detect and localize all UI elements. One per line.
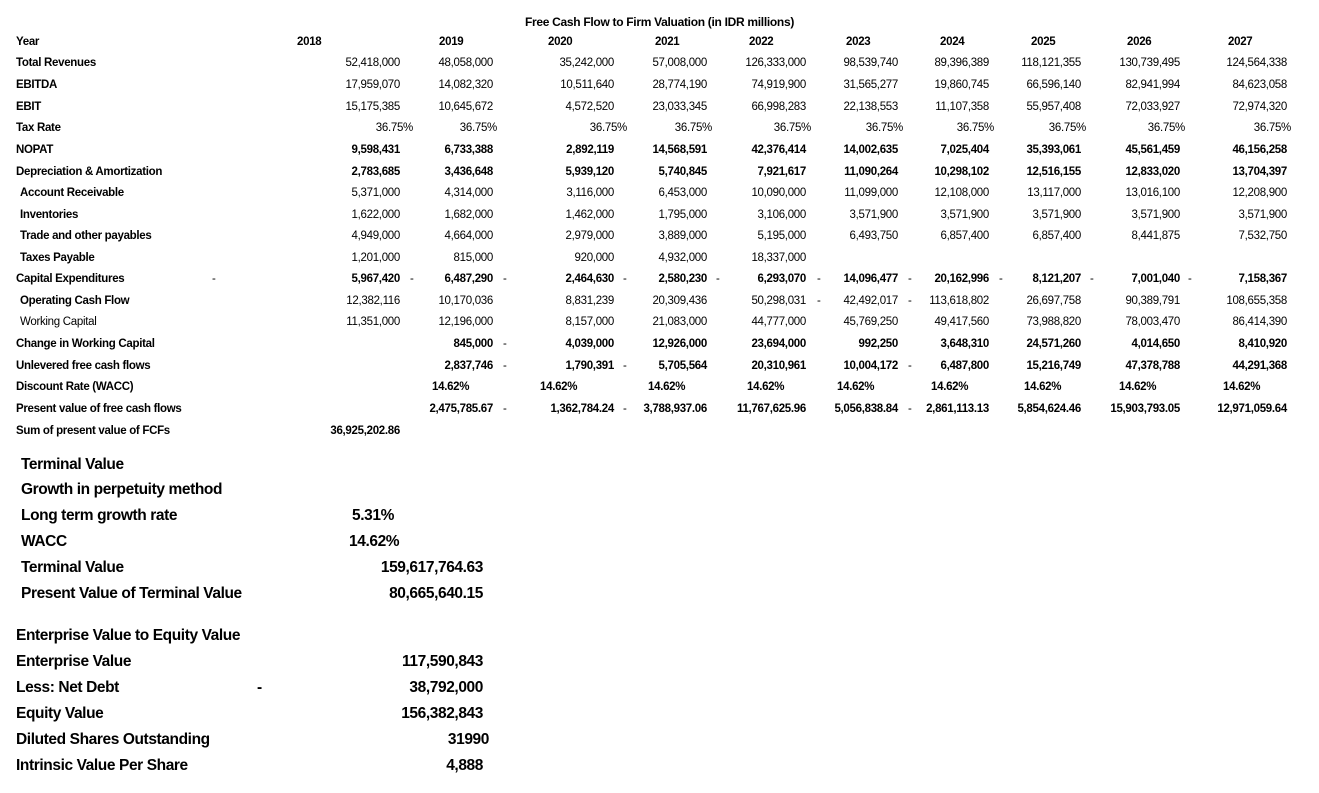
row-label: NOPAT — [16, 144, 54, 156]
table-cell: 108,655,358 — [1226, 295, 1287, 307]
table-cell: 1,622,000 — [351, 209, 400, 221]
table-cell: 10,511,640 — [560, 79, 614, 91]
table-cell: 5,056,838.84 — [834, 403, 898, 415]
table-cell: 14.62% — [432, 381, 470, 393]
equity-item-value: 31990 — [447, 731, 489, 748]
row-label: Account Receivable — [20, 187, 124, 199]
table-cell: 28,774,190 — [652, 79, 707, 91]
equity-item-value: 38,792,000 — [409, 679, 483, 696]
table-cell: 2,861,113.13 — [926, 403, 989, 415]
table-cell: 7,921,617 — [757, 166, 806, 178]
table-cell: 18,337,000 — [751, 252, 806, 264]
table-cell: 57,008,000 — [652, 57, 707, 69]
row-label: Tax Rate — [16, 122, 61, 134]
table-cell: 11,090,264 — [844, 166, 898, 178]
minus-sign: - — [1188, 273, 1192, 285]
table-cell: 36.75% — [1048, 122, 1086, 134]
equity-item-value: 156,382,843 — [401, 705, 483, 722]
minus-sign: - — [212, 273, 216, 285]
row-label: Trade and other payables — [20, 230, 152, 242]
table-cell: 35,393,061 — [1026, 144, 1081, 156]
minus-sign: - — [410, 273, 414, 285]
table-cell: 2,580,230 — [658, 273, 707, 285]
table-cell: 815,000 — [453, 252, 493, 264]
table-cell: 12,382,116 — [346, 295, 400, 307]
table-cell: 1,790,391 — [565, 360, 614, 372]
year-header-cell: 2022 — [749, 36, 774, 48]
table-cell: 14,096,477 — [843, 273, 898, 285]
table-cell: 4,572,520 — [565, 101, 614, 113]
table-cell: 2,892,119 — [566, 144, 614, 156]
year-header-cell: 2027 — [1228, 36, 1253, 48]
table-cell: 8,121,207 — [1032, 273, 1081, 285]
table-cell: 44,777,000 — [751, 316, 806, 328]
minus-sign: - — [716, 273, 720, 285]
table-cell: 7,001,040 — [1131, 273, 1180, 285]
table-cell: 36.75% — [1147, 122, 1185, 134]
table-cell: 26,697,758 — [1026, 295, 1081, 307]
minus-sign: - — [1090, 273, 1094, 285]
row-label: Inventories — [20, 209, 79, 221]
table-cell: 14.62% — [931, 381, 969, 393]
table-cell: 1,462,000 — [565, 209, 614, 221]
equity-item-label: Enterprise Value — [16, 653, 132, 670]
terminal-item-label: Long term growth rate — [21, 507, 178, 524]
terminal-item-value: 80,665,640.15 — [389, 585, 483, 602]
table-cell: 12,516,155 — [1026, 166, 1081, 178]
table-cell: 19,860,745 — [934, 79, 989, 91]
table-cell: 2,783,685 — [351, 166, 400, 178]
table-cell: 2,475,785.67 — [429, 403, 493, 415]
table-cell: 14.62% — [1119, 381, 1157, 393]
table-cell: 82,941,994 — [1125, 79, 1180, 91]
table-cell: 11,351,000 — [346, 316, 400, 328]
table-cell: 31,565,277 — [843, 79, 898, 91]
table-cell: 45,769,250 — [843, 316, 898, 328]
table-cell: 113,618,802 — [929, 295, 989, 307]
table-cell: 10,645,672 — [438, 101, 493, 113]
minus-sign: - — [908, 360, 912, 372]
table-cell: 5,371,000 — [351, 187, 400, 199]
table-cell: 42,492,017 — [843, 295, 898, 307]
row-label: Depreciation & Amortization — [16, 166, 163, 178]
minus-sign: - — [623, 403, 627, 415]
table-cell: 50,298,031 — [751, 295, 806, 307]
terminal-item-value: 159,617,764.63 — [380, 559, 483, 576]
table-cell: 36.75% — [1253, 122, 1291, 134]
terminal-item-label: Present Value of Terminal Value — [21, 585, 242, 602]
table-cell: 10,004,172 — [843, 360, 898, 372]
table-cell: 36,925,202.86 — [330, 425, 400, 437]
terminal-item-label: Terminal Value — [21, 559, 124, 576]
year-header-cell: 2018 — [297, 36, 322, 48]
table-cell: 22,138,553 — [843, 101, 898, 113]
minus-sign: - — [503, 338, 507, 350]
table-cell: 2,464,630 — [565, 273, 614, 285]
table-cell: 10,170,036 — [438, 295, 493, 307]
year-header-cell: 2023 — [846, 36, 871, 48]
row-label: Taxes Payable — [20, 252, 95, 264]
table-cell: 24,571,260 — [1026, 338, 1081, 350]
table-cell: 124,564,338 — [1226, 57, 1287, 69]
table-cell: 6,293,070 — [757, 273, 806, 285]
minus-sign: - — [257, 679, 262, 696]
table-cell: 7,532,750 — [1238, 230, 1287, 242]
row-label: Discount Rate (WACC) — [16, 381, 134, 393]
table-cell: 36.75% — [956, 122, 994, 134]
table-cell: 14.62% — [540, 381, 578, 393]
table-cell: 11,099,000 — [844, 187, 898, 199]
row-label: EBITDA — [16, 79, 58, 91]
table-cell: 74,919,900 — [751, 79, 806, 91]
table-cell: 42,376,414 — [751, 144, 806, 156]
table-cell: 84,623,058 — [1232, 79, 1287, 91]
table-cell: 78,003,470 — [1125, 316, 1180, 328]
table-cell: 14,568,591 — [652, 144, 707, 156]
terminal-method: Growth in perpetuity method — [21, 481, 223, 498]
minus-sign: - — [623, 360, 627, 372]
table-cell: 3,889,000 — [658, 230, 707, 242]
table-cell: 6,487,800 — [940, 360, 989, 372]
table-cell: 12,108,000 — [934, 187, 989, 199]
table-cell: 12,196,000 — [438, 316, 493, 328]
table-cell: 23,694,000 — [751, 338, 806, 350]
table-cell: 7,158,367 — [1238, 273, 1287, 285]
table-cell: 6,453,000 — [658, 187, 707, 199]
equity-item-value: 4,888 — [446, 757, 483, 774]
row-label: Change in Working Capital — [16, 338, 155, 350]
table-cell: 14,082,320 — [438, 79, 493, 91]
minus-sign: - — [817, 273, 821, 285]
year-header-cell: 2026 — [1127, 36, 1152, 48]
table-cell: 5,705,564 — [658, 360, 707, 372]
table-cell: 118,121,355 — [1021, 57, 1081, 69]
table-cell: 5,740,845 — [658, 166, 707, 178]
table-cell: 66,596,140 — [1026, 79, 1081, 91]
table-cell: 130,739,495 — [1119, 57, 1180, 69]
table-cell: 14.62% — [837, 381, 875, 393]
table-cell: 47,378,788 — [1125, 360, 1180, 372]
minus-sign: - — [623, 273, 627, 285]
table-cell: 4,949,000 — [351, 230, 400, 242]
year-header-cell: 2021 — [655, 36, 680, 48]
table-cell: 6,857,400 — [940, 230, 989, 242]
sheet-title: Free Cash Flow to Firm Valuation (in IDR millions) — [524, 15, 795, 29]
minus-sign: - — [908, 273, 912, 285]
table-cell: 36.75% — [459, 122, 497, 134]
table-cell: 72,974,320 — [1232, 101, 1287, 113]
table-cell: 6,733,388 — [444, 144, 493, 156]
table-cell: 8,441,875 — [1131, 230, 1180, 242]
table-cell: 35,242,000 — [559, 57, 614, 69]
minus-sign: - — [908, 295, 912, 307]
table-cell: 920,000 — [574, 252, 614, 264]
minus-sign: - — [503, 273, 507, 285]
table-cell: 36.75% — [375, 122, 413, 134]
row-label: Sum of present value of FCFs — [16, 425, 170, 437]
table-cell: 3,436,648 — [444, 166, 493, 178]
table-cell: 23,033,345 — [652, 101, 707, 113]
equity-item-label: Intrinsic Value Per Share — [16, 757, 188, 774]
table-cell: 5,854,624.46 — [1017, 403, 1081, 415]
table-cell: 7,025,404 — [940, 144, 989, 156]
table-cell: 11,107,358 — [935, 101, 989, 113]
table-cell: 3,116,000 — [566, 187, 614, 199]
table-cell: 12,926,000 — [652, 338, 707, 350]
table-cell: 66,998,283 — [751, 101, 806, 113]
table-cell: 11,767,625.96 — [736, 403, 806, 415]
row-label: Working Capital — [20, 316, 97, 328]
table-cell: 15,216,749 — [1026, 360, 1081, 372]
table-cell: 49,417,560 — [934, 316, 989, 328]
minus-sign: - — [908, 403, 912, 415]
table-cell: 73,988,820 — [1026, 316, 1081, 328]
minus-sign: - — [999, 273, 1003, 285]
terminal-item-value: 5.31% — [352, 507, 394, 524]
table-cell: 4,932,000 — [658, 252, 707, 264]
table-cell: 15,903,793.05 — [1110, 403, 1180, 415]
table-cell: 3,788,937.06 — [643, 403, 707, 415]
table-cell: 36.75% — [773, 122, 811, 134]
table-cell: 126,333,000 — [745, 57, 806, 69]
minus-sign: - — [503, 360, 507, 372]
table-cell: 55,957,408 — [1026, 101, 1081, 113]
table-cell: 3,571,900 — [1238, 209, 1287, 221]
table-cell: 36.75% — [865, 122, 903, 134]
table-cell: 14.62% — [648, 381, 686, 393]
table-cell: 5,195,000 — [757, 230, 806, 242]
table-cell: 14,002,635 — [843, 144, 898, 156]
table-cell: 845,000 — [453, 338, 493, 350]
table-cell: 3,571,900 — [1032, 209, 1081, 221]
table-cell: 89,396,389 — [934, 57, 989, 69]
row-label: Total Revenues — [16, 57, 96, 69]
table-cell: 8,831,239 — [565, 295, 614, 307]
table-cell: 4,039,000 — [565, 338, 614, 350]
table-cell: 13,117,000 — [1027, 187, 1081, 199]
table-cell: 10,298,102 — [934, 166, 989, 178]
year-header-cell: 2025 — [1031, 36, 1056, 48]
table-cell: 3,648,310 — [940, 338, 989, 350]
table-cell: 1,362,784.24 — [550, 403, 614, 415]
table-cell: 3,106,000 — [757, 209, 806, 221]
year-header-cell: 2024 — [940, 36, 965, 48]
table-cell: 4,014,650 — [1131, 338, 1180, 350]
equity-item-label: Diluted Shares Outstanding — [16, 731, 210, 748]
table-cell: 48,058,000 — [438, 57, 493, 69]
table-cell: 3,571,900 — [849, 209, 898, 221]
year-header-label: Year — [16, 36, 40, 48]
table-cell: 9,598,431 — [351, 144, 400, 156]
table-cell: 1,795,000 — [658, 209, 707, 221]
table-cell: 8,410,920 — [1238, 338, 1287, 350]
table-cell: 13,016,100 — [1125, 187, 1180, 199]
table-cell: 12,833,020 — [1125, 166, 1180, 178]
year-header-cell: 2019 — [439, 36, 464, 48]
table-cell: 6,857,400 — [1032, 230, 1081, 242]
table-cell: 45,561,459 — [1125, 144, 1180, 156]
row-label: Present value of free cash flows — [16, 403, 182, 415]
row-label: Capital Expenditures — [16, 273, 125, 285]
table-cell: 14.62% — [1223, 381, 1261, 393]
row-label: Unlevered free cash flows — [16, 360, 151, 372]
terminal-item-value: 14.62% — [349, 533, 400, 550]
table-cell: 46,156,258 — [1232, 144, 1287, 156]
table-cell: 17,959,070 — [345, 79, 400, 91]
table-cell: 13,704,397 — [1232, 166, 1287, 178]
table-cell: 2,837,746 — [444, 360, 493, 372]
table-cell: 72,033,927 — [1125, 101, 1180, 113]
table-cell: 36.75% — [589, 122, 627, 134]
table-cell: 10,090,000 — [751, 187, 806, 199]
table-cell: 90,389,791 — [1125, 295, 1180, 307]
table-cell: 1,682,000 — [444, 209, 493, 221]
equity-item-value: 117,590,843 — [402, 653, 483, 670]
row-label: Operating Cash Flow — [20, 295, 130, 307]
row-label: EBIT — [16, 101, 41, 113]
minus-sign: - — [503, 403, 507, 415]
table-cell: 86,414,390 — [1232, 316, 1287, 328]
table-cell: 3,571,900 — [1131, 209, 1180, 221]
year-header-cell: 2020 — [548, 36, 573, 48]
table-cell: 98,539,740 — [843, 57, 898, 69]
table-cell: 44,291,368 — [1232, 360, 1287, 372]
table-cell: 14.62% — [1024, 381, 1062, 393]
table-cell: 992,250 — [858, 338, 898, 350]
table-cell: 12,208,900 — [1232, 187, 1287, 199]
equity-item-label: Less: Net Debt — [16, 679, 119, 696]
table-cell: 8,157,000 — [565, 316, 614, 328]
table-cell: 5,939,120 — [565, 166, 614, 178]
table-cell: 6,493,750 — [849, 230, 898, 242]
table-cell: 52,418,000 — [345, 57, 400, 69]
table-cell: 3,571,900 — [940, 209, 989, 221]
table-cell: 2,979,000 — [565, 230, 614, 242]
table-cell: 20,310,961 — [751, 360, 806, 372]
table-cell: 21,083,000 — [652, 316, 707, 328]
table-cell: 20,309,436 — [652, 295, 707, 307]
table-cell: 4,664,000 — [444, 230, 493, 242]
table-cell: 12,971,059.64 — [1217, 403, 1287, 415]
terminal-item-label: WACC — [21, 533, 67, 550]
equity-item-label: Equity Value — [16, 705, 104, 722]
table-cell: 20,162,996 — [934, 273, 989, 285]
terminal-heading: Terminal Value — [21, 456, 124, 473]
table-cell: 36.75% — [674, 122, 712, 134]
table-cell: 4,314,000 — [444, 187, 493, 199]
table-cell: 5,967,420 — [351, 273, 400, 285]
equity-heading: Enterprise Value to Equity Value — [16, 627, 241, 644]
minus-sign: - — [817, 295, 821, 307]
table-cell: 14.62% — [747, 381, 785, 393]
table-cell: 15,175,385 — [345, 101, 400, 113]
table-cell: 1,201,000 — [351, 252, 400, 264]
table-cell: 6,487,290 — [444, 273, 493, 285]
